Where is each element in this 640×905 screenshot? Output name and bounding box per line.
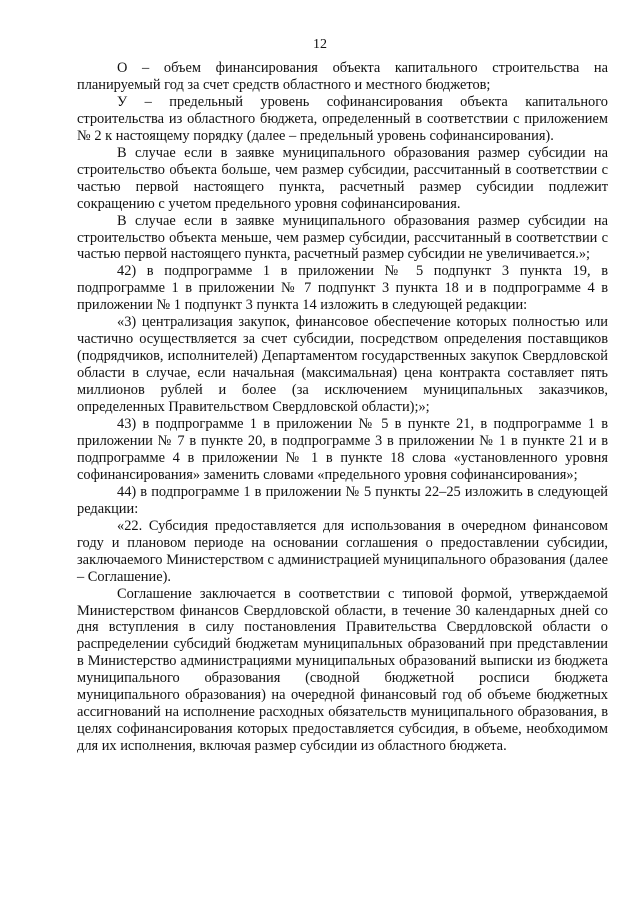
paragraph-subsidy-no-increase: В случае если в заявке муниципального образования размер субсидии на строительство объекта меньше, чем размер субсидии, рассчитанный в соответствии с частью первой настоящего пункта, расчетный размер субсидии не увеличивается.»;: [77, 212, 608, 263]
paragraph-clause-22: «22. Субсидия предоставляется для использования в очередном финансовом году и плановом периоде на основании соглашения о предоставлении субсидии, заключаемого Министерством с администрацией муниципального образования (далее – Соглашение).: [77, 517, 608, 585]
paragraph-agreement-terms: Соглашение заключается в соответствии с типовой формой, утверждаемой Министерством финансов Свердловской области, в течение 30 календарных дней со дня вступления в силу постановления Правительства Свердловской области о распределении субсидий бюджетам муниципальных образований при представлении в Министерство администрациями муниципальных образований выписки из бюджета муниципального образования (сводной бюджетной росписи бюджета муниципального образования) на очередной финансовый год об объеме бюджетных ассигнований на исполнение расходных обязательств муниципального образования, в целях софинансирования которых предоставляется субсидия, в объеме, необходимом для их исполнения, включая размер субсидии из областного бюджета.: [77, 585, 608, 755]
paragraph-cofinancing-level-definition: У – предельный уровень софинансирования объекта капитального строительства из областного бюджета, определенный в соответствии с приложением № 2 к настоящему порядку (далее – предельный уровень софинансирования).: [77, 93, 608, 144]
document-body: [77, 60, 608, 755]
paragraph-subsidy-reduction: В случае если в заявке муниципального образования размер субсидии на строительство объекта больше, чем размер субсидии, рассчитанный в соответствии с частью первой настоящего пункта, расчетный размер субсидии подлежит сокращению с учетом предельного уровня софинансирования.: [77, 144, 608, 212]
page-number: 12: [313, 37, 327, 52]
paragraph-procurement-centralization: «3) централизация закупок, финансовое обеспечение которых полностью или частично осуществляется за счет субсидии, посредством определения поставщиков (подрядчиков, исполнителей) Департаментом государственных закупок Свердловской области в случае, если начальная (максимальная) цена контракта составляет пять миллионов рублей и более (за исключением муниципальных заказчиков, определенных Правительством Свердловской области);»;: [77, 314, 608, 416]
paragraph-volume-definition: О – объем финансирования объекта капитального строительства на планируемый год за счет средств областного и местного бюджетов;: [77, 60, 608, 93]
paragraph-item-42: 42) в подпрограмме 1 в приложении № 5 подпункт 3 пункта 19, в подпрограмме 1 в приложении № 7 подпункт 3 пункта 18 и в подпрограмме 4 в приложении № 1 подпункт 3 пункта 14 изложить в следующей редакции:: [77, 263, 608, 314]
paragraph-item-43: 43) в подпрограмме 1 в приложении № 5 в пункте 21, в подпрограмме 1 в приложении № 7 в пункте 20, в подпрограмме 3 в приложении № 1 в пункте 21 и в подпрограмме 4 в приложении № 1 в пункте 18 слова «установленного уровня софинансирования» заменить словами «предельного уровня софинансирования»;: [77, 416, 608, 483]
paragraph-item-44: 44) в подпрограмме 1 в приложении № 5 пункты 22–25 изложить в следующей редакции:: [77, 483, 608, 517]
